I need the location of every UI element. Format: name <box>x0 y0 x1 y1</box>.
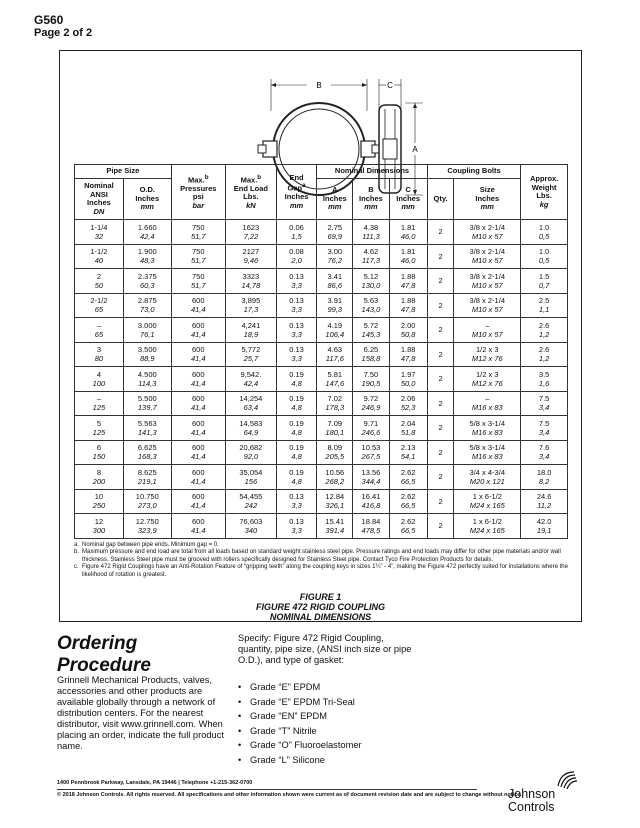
dim-b-header: B Inches mm <box>353 179 389 220</box>
document-code: G560 <box>34 13 64 27</box>
cell-nom: 10 250 <box>75 489 124 514</box>
cell-gap: 0.19 4,8 <box>276 416 316 441</box>
cell-wt: 7.6 3,4 <box>521 440 568 465</box>
figure-box <box>59 50 582 622</box>
cell-gap: 0.08 2,0 <box>276 244 316 269</box>
cell-gap: 0.13 3,3 <box>276 318 316 343</box>
cell-psi: 600 41,4 <box>171 391 225 416</box>
cell-a: 3.41 86,6 <box>317 269 353 294</box>
cell-b: 10.53 267,5 <box>353 440 389 465</box>
cell-gap: 0.13 3,3 <box>276 489 316 514</box>
logo-wordmark: Johnson Controls <box>508 787 556 814</box>
cell-wt: 7.5 3,4 <box>521 391 568 416</box>
cell-psi: 750 51,7 <box>171 220 225 245</box>
cell-c: 2.62 66,5 <box>389 514 427 539</box>
cell-od: 3.000 76,1 <box>123 318 171 343</box>
table-row <box>75 293 568 318</box>
cell-load: 76,603 340 <box>225 514 276 539</box>
cell-b: 6.25 158,8 <box>353 342 389 367</box>
cell-nom: 1-1/2 40 <box>75 244 124 269</box>
cell-b: 18.84 478,5 <box>353 514 389 539</box>
cell-b: 13.56 344,4 <box>353 465 389 490</box>
dimensions-table <box>74 164 568 539</box>
cell-nom: 2 50 <box>75 269 124 294</box>
table-notes <box>74 542 570 579</box>
cell-bolt: 3/8 x 2-1/4 M10 x 57 <box>454 244 521 269</box>
cell-od: 1.660 42,4 <box>123 220 171 245</box>
cell-wt: 1.0 0,5 <box>521 244 568 269</box>
cell-load: 1623 7,22 <box>225 220 276 245</box>
cell-bolt: 3/8 x 2-1/4 M10 x 57 <box>454 293 521 318</box>
cell-qty: 2 <box>427 367 454 392</box>
cell-qty: 2 <box>427 489 454 514</box>
cell-gap: 0.19 4,8 <box>276 465 316 490</box>
cell-c: 2.06 52,3 <box>389 391 427 416</box>
specify-text: Specify: Figure 472 Rigid Coupling, quantity, pipe size, (ANSI inch size or pipe O.D.), and type of gasket: <box>238 633 412 665</box>
cell-c: 1.81 46,0 <box>389 220 427 245</box>
cell-load: 54,455 242 <box>225 489 276 514</box>
gasket-grade-item: • Grade “L” Silicone <box>238 753 438 768</box>
cell-load: 35,054 156 <box>225 465 276 490</box>
cell-od: 2.375 60,3 <box>123 269 171 294</box>
cell-bolt: 3/8 x 2-1/4 M10 x 57 <box>454 220 521 245</box>
bullet-icon: • <box>238 725 242 736</box>
cell-wt: 2.6 1,2 <box>521 318 568 343</box>
cell-a: 7.09 180,1 <box>317 416 353 441</box>
cell-load: 3323 14,78 <box>225 269 276 294</box>
cell-qty: 2 <box>427 391 454 416</box>
weight-header: Approx. Weight Lbs. kg <box>521 165 568 220</box>
cell-nom: 3 80 <box>75 342 124 367</box>
bullet-icon: • <box>238 754 242 765</box>
table-row <box>75 391 568 416</box>
cell-nom: 6 150 <box>75 440 124 465</box>
cell-load: 2127 9,46 <box>225 244 276 269</box>
cell-b: 7.50 190,5 <box>353 367 389 392</box>
cell-bolt: 3/4 x 4-3/4 M20 x 121 <box>454 465 521 490</box>
bolt-size-header: Size Inches mm <box>454 179 521 220</box>
cell-nom: 4 100 <box>75 367 124 392</box>
dim-label-c: C <box>387 81 393 90</box>
cell-psi: 600 41,4 <box>171 514 225 539</box>
table-row <box>75 514 568 539</box>
dim-a-header: A Inches mm <box>317 179 353 220</box>
cell-od: 5.500 139,7 <box>123 391 171 416</box>
cell-a: 5.81 147,6 <box>317 367 353 392</box>
pipe-size-header: Pipe Size <box>75 165 172 179</box>
cell-qty: 2 <box>427 244 454 269</box>
cell-a: 7.02 178,3 <box>317 391 353 416</box>
cell-qty: 2 <box>427 220 454 245</box>
table-row <box>75 342 568 367</box>
cell-psi: 600 41,4 <box>171 440 225 465</box>
table-row <box>75 489 568 514</box>
cell-wt: 7.5 3,4 <box>521 416 568 441</box>
cell-b: 4.38 111,3 <box>353 220 389 245</box>
footer-address: 1400 Pennbrook Parkway, Lansdale, PA 19446 | Telephone +1-215-362-0700 <box>57 780 253 786</box>
dim-c-header: C Inches mm <box>389 179 427 220</box>
cell-bolt: – M16 x 83 <box>454 391 521 416</box>
bullet-icon: • <box>238 740 242 750</box>
figure-title: FIGURE 472 RIGID COUPLING <box>255 602 386 612</box>
cell-gap: 0.06 1,5 <box>276 220 316 245</box>
cell-bolt: 1 x 6-1/2 M24 x 165 <box>454 489 521 514</box>
cell-od: 6.625 168,3 <box>123 440 171 465</box>
table-note: c. Figure 472 Rigid Couplings have an Anti-Rotation Feature of “gripping teeth” along the coupling keys in sizes 1¼” - 4”, making the Figure 472 perfectly suited for installations where the likelihood of rotation is greatest. <box>74 564 568 578</box>
table-row <box>75 269 568 294</box>
johnson-controls-logo <box>508 770 578 818</box>
cell-qty: 2 <box>427 318 454 343</box>
table-row <box>75 440 568 465</box>
cell-a: 2.75 69,9 <box>317 220 353 245</box>
cell-nom: 5 125 <box>75 416 124 441</box>
cell-a: 4.63 117,6 <box>317 342 353 367</box>
cell-nom: 12 300 <box>75 514 124 539</box>
cell-b: 5.72 145,3 <box>353 318 389 343</box>
table-body <box>75 220 568 539</box>
cell-c: 2.04 51,8 <box>389 416 427 441</box>
cell-c: 2.62 66,5 <box>389 465 427 490</box>
cell-wt: 2.5 1,1 <box>521 293 568 318</box>
cell-nom: – 65 <box>75 318 124 343</box>
cell-wt: 42.0 19,1 <box>521 514 568 539</box>
table-row <box>75 416 568 441</box>
cell-gap: 0.19 4,8 <box>276 367 316 392</box>
cell-wt: 3.5 1,6 <box>521 367 568 392</box>
cell-gap: 0.13 3,3 <box>276 514 316 539</box>
cell-psi: 600 41,4 <box>171 465 225 490</box>
max-pressures-header: Max.$^b$ Pressures psi bar <box>171 165 225 220</box>
cell-c: 1.88 47,8 <box>389 293 427 318</box>
cell-gap: 0.13 3,3 <box>276 293 316 318</box>
cell-wt: 24.6 11,2 <box>521 489 568 514</box>
table-row <box>75 318 568 343</box>
cell-c: 1.81 46,0 <box>389 244 427 269</box>
cell-c: 1.97 50,0 <box>389 367 427 392</box>
od-header: O.D. Inches mm <box>123 179 171 220</box>
footer-copyright: © 2018 Johnson Controls. All rights reserved. All specifications and other information shown were current as of document revision date and are subject to change without notice. <box>57 792 522 798</box>
cell-od: 12.750 323,9 <box>123 514 171 539</box>
cell-bolt: 1 x 6-1/2 M24 x 165 <box>454 514 521 539</box>
cell-a: 4.19 106,4 <box>317 318 353 343</box>
cell-b: 5.63 143,0 <box>353 293 389 318</box>
table-note: b. Maximum pressure and end load are total from all loads based on standard weight stainless steel pipe. Pressure ratings and end loads may differ for other pipe materials and/or wall thickness. Stainless Steel pipe must be grooved with rollers specifically designed for Stainless Steel pipe. Contact Tyco Fire Protection Products for details. <box>74 549 561 563</box>
cell-od: 2.875 73,0 <box>123 293 171 318</box>
cell-psi: 600 41,4 <box>171 293 225 318</box>
cell-b: 9.71 246,6 <box>353 416 389 441</box>
cell-load: 5,772 25,7 <box>225 342 276 367</box>
cell-bolt: 1/2 x 3 M12 x 76 <box>454 342 521 367</box>
cell-qty: 2 <box>427 514 454 539</box>
bullet-icon: • <box>238 711 242 721</box>
qty-header: Qty. <box>427 179 454 220</box>
nominal-ansi-header: Nominal ANSI Inches DN <box>75 179 124 220</box>
footer-divider <box>57 789 477 790</box>
cell-qty: 2 <box>427 416 454 441</box>
ordering-title: Ordering Procedure <box>57 633 151 676</box>
cell-b: 16.41 416,8 <box>353 489 389 514</box>
cell-psi: 750 51,7 <box>171 269 225 294</box>
cell-psi: 600 41,4 <box>171 416 225 441</box>
gasket-grade-item: • Grade “T” Nitrile <box>238 724 438 739</box>
cell-load: 14,583 64,9 <box>225 416 276 441</box>
cell-bolt: 3/8 x 2-1/4 M10 x 57 <box>454 269 521 294</box>
cell-c: 2.62 66,5 <box>389 489 427 514</box>
cell-od: 8.625 219,1 <box>123 465 171 490</box>
figure-number: FIGURE 1 <box>299 592 342 602</box>
cell-bolt: 1/2 x 3 M12 x 76 <box>454 367 521 392</box>
cell-a: 3.91 99,3 <box>317 293 353 318</box>
figure-caption <box>60 592 581 622</box>
cell-a: 12.84 326,1 <box>317 489 353 514</box>
table-row <box>75 465 568 490</box>
cell-wt: 18.0 8,2 <box>521 465 568 490</box>
cell-nom: 1-1/4 32 <box>75 220 124 245</box>
cell-gap: 0.13 3,3 <box>276 342 316 367</box>
table-row <box>75 244 568 269</box>
cell-c: 2.13 54,1 <box>389 440 427 465</box>
gasket-grade-item: • Grade “E” EPDM Tri-Seal <box>238 695 438 710</box>
cell-psi: 600 41,4 <box>171 318 225 343</box>
cell-c: 1.88 47,8 <box>389 269 427 294</box>
figure-subtitle: NOMINAL DIMENSIONS <box>269 612 372 622</box>
cell-qty: 2 <box>427 465 454 490</box>
max-end-load-header: Max.$^b$ End Load Lbs. kN <box>225 165 276 220</box>
footer <box>57 779 537 800</box>
cell-c: 2.00 50,8 <box>389 318 427 343</box>
cell-psi: 600 41,4 <box>171 489 225 514</box>
nominal-dimensions-header: Nominal Dimensions <box>317 165 428 179</box>
cell-qty: 2 <box>427 269 454 294</box>
cell-a: 8.09 205,5 <box>317 440 353 465</box>
cell-od: 3.500 88,9 <box>123 342 171 367</box>
cell-nom: – 125 <box>75 391 124 416</box>
cell-load: 20,682 92,0 <box>225 440 276 465</box>
cell-od: 10.750 273,0 <box>123 489 171 514</box>
dim-label-b: B <box>316 81 322 90</box>
ordering-body: Grinnell Mechanical Products, valves, accessories and other products are available globally through a network of distribution centers. For the nearest distributor, visit www.grinnell.com. When placing an order, indicate the full product name. <box>57 675 224 751</box>
cell-wt: 1.0 0,5 <box>521 220 568 245</box>
cell-gap: 0.19 4,8 <box>276 391 316 416</box>
table-row <box>75 220 568 245</box>
gasket-grade-list <box>238 680 438 767</box>
cell-gap: 0.19 4,8 <box>276 440 316 465</box>
cell-od: 5.563 141,3 <box>123 416 171 441</box>
cell-bolt: 5/8 x 3-1/4 M16 x 83 <box>454 440 521 465</box>
cell-nom: 8 200 <box>75 465 124 490</box>
cell-a: 3.00 76,2 <box>317 244 353 269</box>
cell-load: 3,895 17,3 <box>225 293 276 318</box>
cell-b: 9.72 246,9 <box>353 391 389 416</box>
cell-qty: 2 <box>427 440 454 465</box>
bullet-icon: • <box>238 696 242 707</box>
cell-bolt: 5/8 x 3-1/4 M16 x 83 <box>454 416 521 441</box>
cell-psi: 750 51,7 <box>171 244 225 269</box>
gasket-grade-item: • Grade “O” Fluoroelastomer <box>238 738 438 753</box>
cell-b: 4.62 117,3 <box>353 244 389 269</box>
end-gap-header: End Gap$^a$ Inches mm <box>276 165 316 220</box>
cell-load: 14,254 63,4 <box>225 391 276 416</box>
dim-label-a: A <box>412 145 418 154</box>
cell-load: 9,542. 42,4 <box>225 367 276 392</box>
table-row <box>75 367 568 392</box>
cell-bolt: – M10 x 57 <box>454 318 521 343</box>
cell-load: 4,241 18,9 <box>225 318 276 343</box>
table-note: a. Nominal gap between pipe ends. Minimum gap = 0. <box>74 542 219 548</box>
cell-wt: 1.5 0,7 <box>521 269 568 294</box>
cell-b: 5.12 130,0 <box>353 269 389 294</box>
cell-nom: 2-1/2 65 <box>75 293 124 318</box>
cell-c: 1.88 47,8 <box>389 342 427 367</box>
cell-qty: 2 <box>427 342 454 367</box>
cell-a: 15.41 391,4 <box>317 514 353 539</box>
bullet-icon: • <box>238 682 242 692</box>
coupling-bolts-header: Coupling Bolts <box>427 165 521 179</box>
gasket-grade-item: • Grade “EN” EPDM <box>238 709 438 724</box>
gasket-grade-item: • Grade “E” EPDM <box>238 680 438 695</box>
cell-gap: 0.13 3,3 <box>276 269 316 294</box>
cell-psi: 600 41,4 <box>171 342 225 367</box>
cell-od: 4.500 114,3 <box>123 367 171 392</box>
document-header <box>34 14 92 40</box>
cell-psi: 600 41,4 <box>171 367 225 392</box>
cell-qty: 2 <box>427 293 454 318</box>
logo-mark-icon <box>554 770 578 790</box>
cell-a: 10.56 268,2 <box>317 465 353 490</box>
page-number: Page 2 of 2 <box>34 27 93 39</box>
cell-od: 1.900 48,3 <box>123 244 171 269</box>
cell-wt: 2.6 1,2 <box>521 342 568 367</box>
